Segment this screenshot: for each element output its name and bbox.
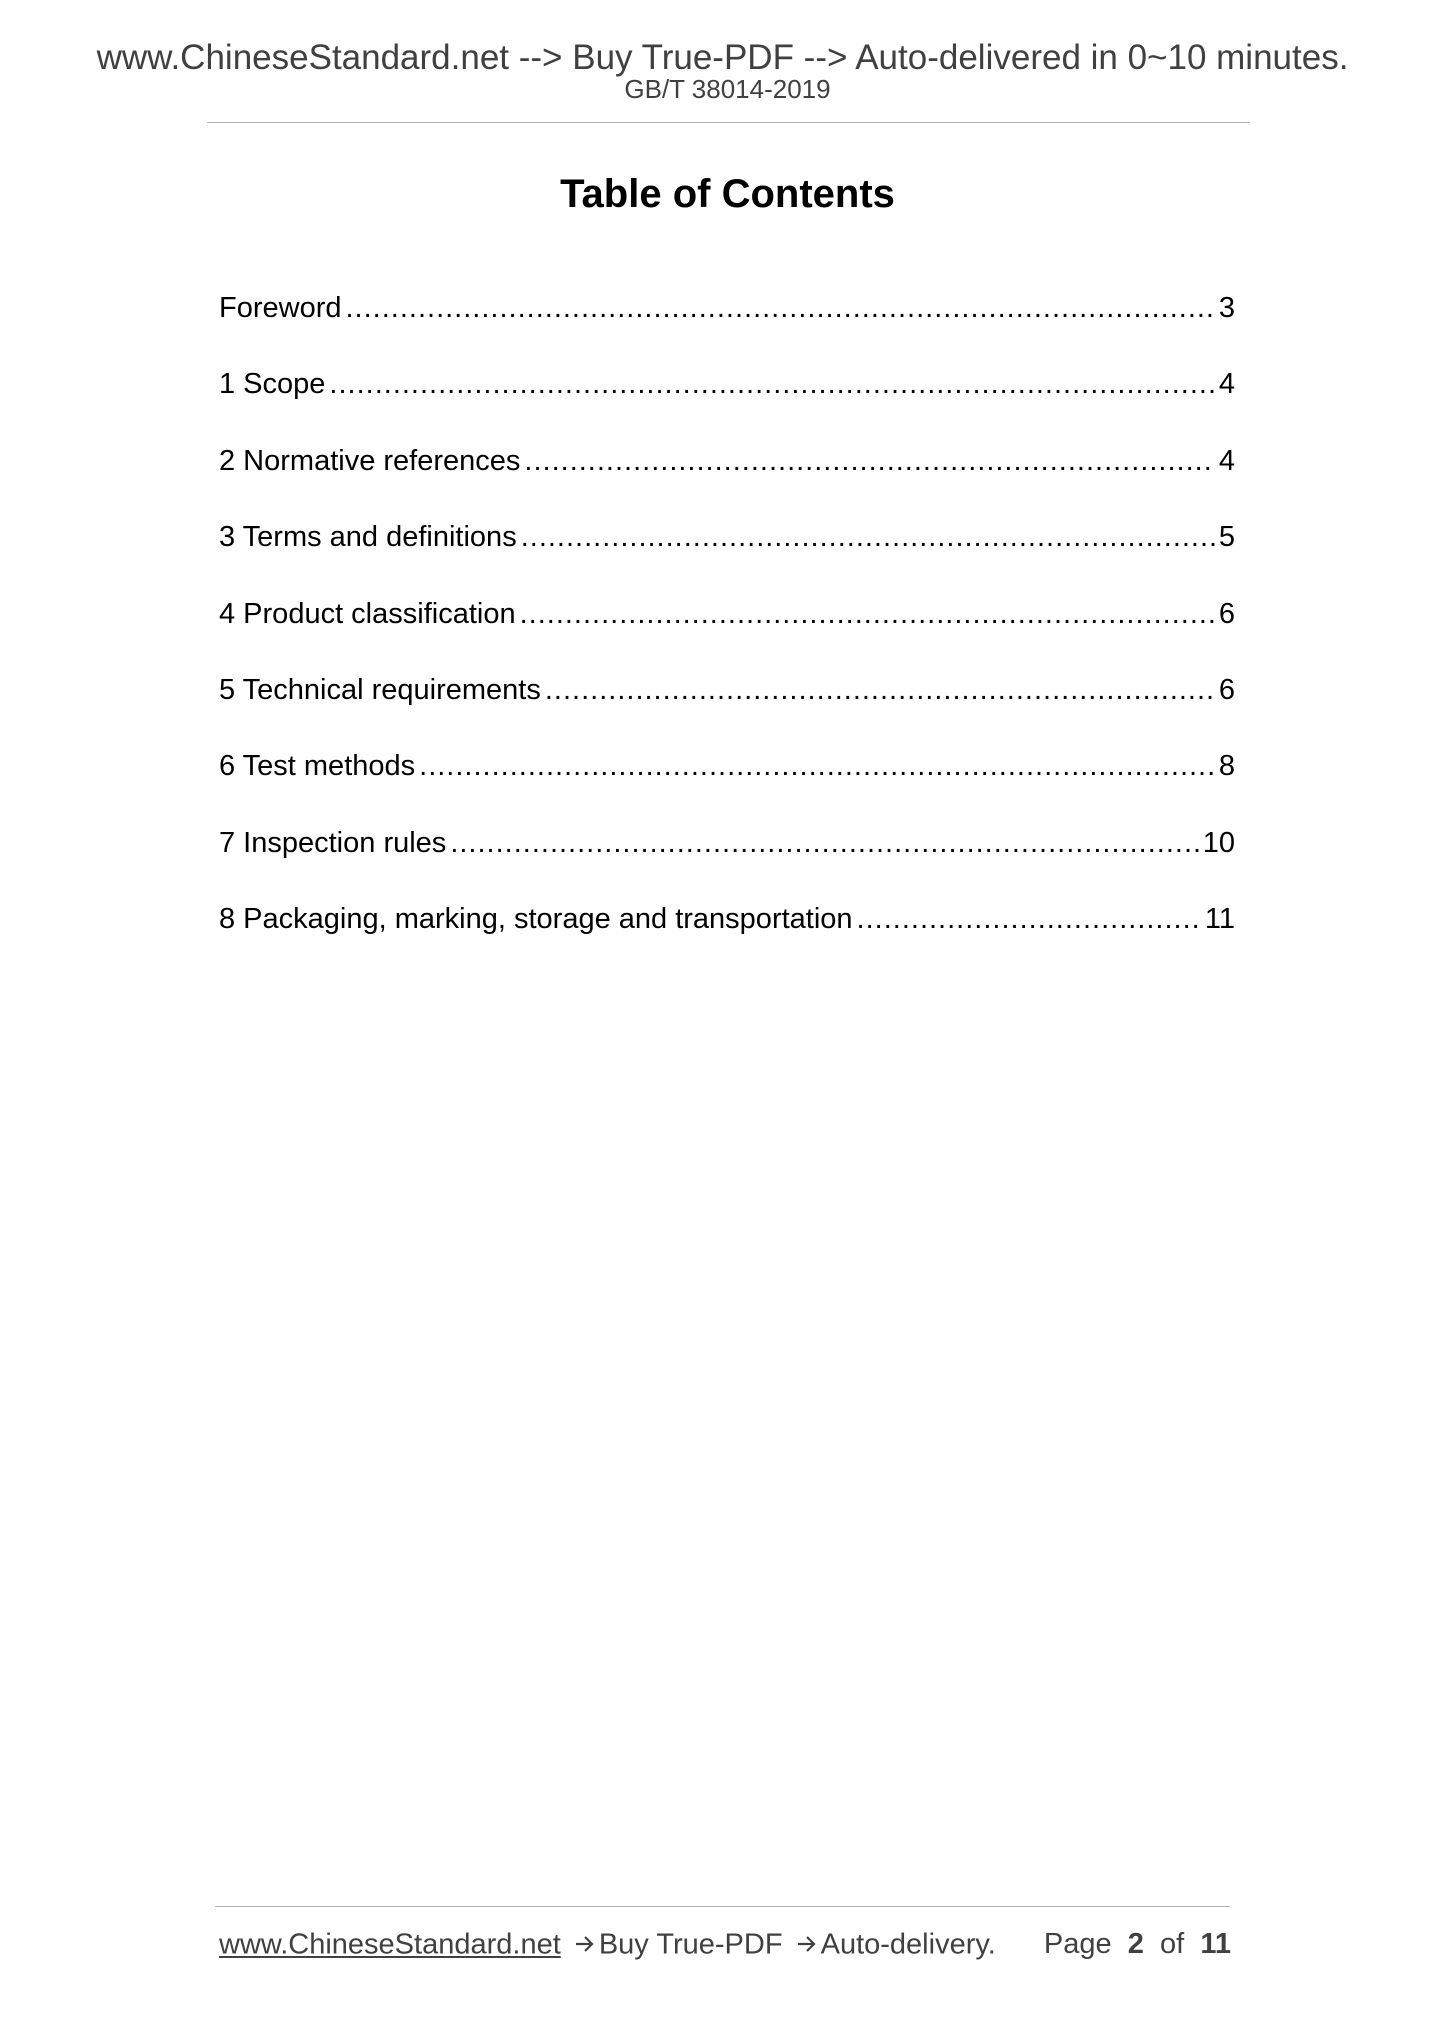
toc-entry-label: 2 Normative references — [219, 444, 521, 477]
toc-list — [219, 284, 1235, 972]
toc-dot-leader — [521, 513, 1215, 561]
toc-entry-label: Foreword — [219, 292, 342, 324]
page-word: Page — [1043, 1928, 1112, 1960]
toc-entry-test-methods[interactable] — [219, 742, 1235, 818]
toc-dot-leader — [857, 895, 1201, 943]
toc-entry-label: 6 Test methods — [219, 750, 416, 783]
toc-entry-label: 8 Packaging, marking, storage and transportation — [219, 903, 853, 936]
toc-title: Table of Contents — [560, 172, 895, 216]
toc-entry-page: 5 — [1218, 521, 1235, 554]
footer-buy-text: Buy True-PDF — [598, 1928, 783, 1961]
toc-entry-label: 1 Scope — [219, 368, 326, 401]
footer-promo — [219, 1924, 996, 1968]
toc-dot-leader — [520, 590, 1215, 638]
header-divider — [207, 122, 1250, 123]
toc-entry-scope[interactable] — [219, 360, 1235, 436]
toc-dot-leader — [329, 360, 1214, 408]
toc-entry-technical-requirements[interactable] — [219, 666, 1235, 742]
current-page-number: 2 — [1127, 1928, 1144, 1960]
toc-entry-page: 3 — [1218, 292, 1235, 324]
toc-entry-terms-and-definitions[interactable] — [219, 513, 1235, 589]
toc-entry-page: 6 — [1218, 673, 1235, 706]
toc-dot-leader — [450, 819, 1198, 867]
toc-entry-label: 7 Inspection rules — [219, 826, 447, 859]
page-counter — [1044, 1924, 1231, 1964]
toc-entry-product-classification[interactable] — [219, 590, 1235, 666]
footer-divider — [215, 1906, 1230, 1907]
toc-entry-page: 10 — [1202, 826, 1235, 859]
toc-entry-label: 3 Terms and definitions — [219, 521, 517, 554]
toc-entry-label: 4 Product classification — [219, 597, 516, 630]
toc-dot-leader — [419, 742, 1215, 790]
toc-entry-page: 4 — [1218, 444, 1235, 477]
toc-entry-normative-references[interactable] — [219, 437, 1235, 513]
document-code: GB/T 38014-2019 — [624, 74, 831, 104]
toc-dot-leader — [524, 437, 1214, 485]
footer-site-link[interactable]: www.ChineseStandard.net — [219, 1928, 561, 1961]
right-arrow-icon — [575, 1924, 595, 1964]
toc-entry-page: 11 — [1204, 903, 1235, 936]
toc-entry-page: 6 — [1218, 597, 1235, 630]
toc-entry-inspection-rules[interactable] — [219, 819, 1235, 895]
of-word: of — [1160, 1928, 1185, 1960]
toc-entry-packaging[interactable] — [219, 895, 1235, 971]
toc-entry-label: 5 Technical requirements — [219, 673, 541, 706]
toc-entry-page: 4 — [1218, 368, 1235, 401]
toc-entry-foreword[interactable] — [219, 284, 1235, 360]
toc-dot-leader — [545, 666, 1215, 714]
right-arrow-icon — [797, 1924, 817, 1964]
toc-entry-page: 8 — [1218, 750, 1235, 783]
toc-dot-leader — [346, 284, 1215, 332]
total-page-count: 11 — [1200, 1928, 1231, 1960]
footer-delivery-text: Auto-delivery. — [820, 1928, 996, 1961]
page-banner: www.ChineseStandard.net --> Buy True-PDF --> Auto-delivered in 0~10 minutes. — [96, 38, 1349, 77]
